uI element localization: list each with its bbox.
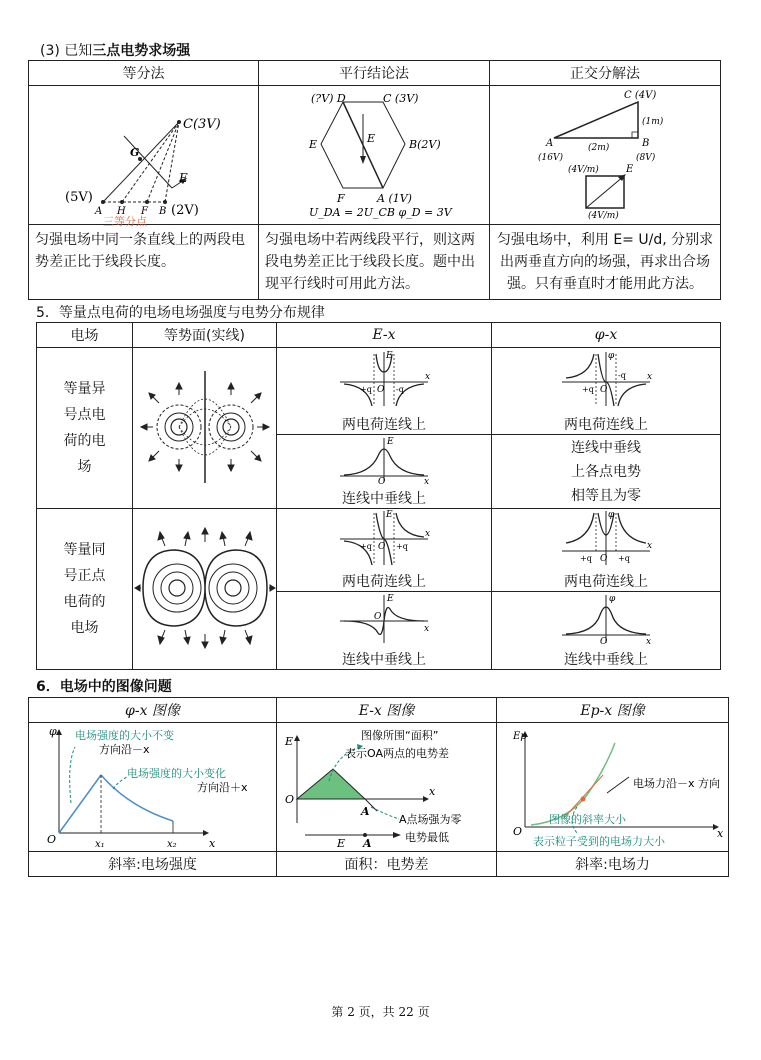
svg-text:O: O [285,793,295,806]
field-lines-like [133,509,277,670]
svg-text:(16V): (16V) [538,153,563,163]
ex-like-line-graph [334,509,434,567]
caption-phix-like-perp: 连线中垂线上 [564,651,648,668]
svg-text:+q: +q [396,542,408,551]
figure-equal-division [29,86,259,228]
svg-text:-q: -q [396,385,404,394]
section3-table [28,60,721,300]
ex-opposite-line [277,348,492,435]
caption-slope-force: 斜率:电场力 [497,852,729,877]
label-opposite-charges: 等量异 号点电 荷的电 场 [37,348,133,509]
svg-text:E: E [285,735,294,748]
svg-text:O: O [600,636,608,647]
svg-text:电势最低: 电势最低 [405,831,449,844]
orthogonal-diagram [490,86,720,220]
svg-text:B(2V): B(2V) [409,138,441,151]
svg-text:x₂: x₂ [167,839,177,850]
svg-text:O: O [600,554,608,564]
epx-graph-cell [497,723,729,852]
svg-text:电场强度的大小不变: 电场强度的大小不变 [75,729,174,742]
svg-text:G: G [130,146,140,159]
svg-text:O: O [374,611,382,622]
svg-text:E: E [387,436,394,447]
svg-text:x: x [424,476,430,487]
svg-text:A: A [363,837,372,850]
svg-text:+q: +q [582,385,594,394]
svg-text:图像的斜率大小: 图像的斜率大小 [549,813,626,826]
svg-text:(2V): (2V) [171,203,199,218]
header-equipotential: 等势面(实线) [133,323,277,348]
svg-text:A: A [361,805,370,818]
phix-like-perp [492,592,721,670]
header-field: 电场 [37,323,133,348]
header-phix-graph: φ-x 图像 [29,698,277,723]
desc-equal-division: 匀强电场中同一条直线上的两段电势差正比于线段长度。 [29,225,259,300]
svg-text:方向沿－x: 方向沿－x [99,743,150,756]
caption-ex-opposite-line: 两电荷连线上 [342,417,426,433]
section5-table [36,322,721,670]
phix-opposite-line-graph [556,348,656,410]
svg-text:E: E [337,837,346,850]
svg-text:O: O [378,542,386,552]
section3-title: (3) 已知三点电势求场强 [40,43,191,59]
svg-text:x: x [209,837,216,850]
ex-like-line [277,509,492,592]
svg-text:x: x [717,827,724,840]
svg-text:(4V/m): (4V/m) [588,211,619,221]
svg-text:O: O [600,385,608,395]
svg-text:(5V): (5V) [65,190,93,205]
header-phix: φ-x [492,323,721,348]
svg-text:H: H [117,206,126,217]
phix-opposite-perp: 连线中垂线 上各点电势 相等且为零 [492,435,721,509]
ex-graph-cell [277,723,497,852]
figure-parallel [259,86,490,225]
svg-text:F: F [141,206,148,217]
section6-table [28,697,729,877]
svg-text:E: E [367,132,376,145]
svg-text:Ep: Ep [513,731,527,742]
svg-text:x: x [646,636,652,647]
svg-text:方向沿＋x: 方向沿＋x [197,781,248,794]
svg-text:O: O [47,833,57,846]
caption-ex-like-perp: 连线中垂线上 [342,651,426,668]
section6-title: 6．电场中的图像问题 [36,679,172,695]
svg-text:(4V/m): (4V/m) [568,165,599,175]
phix-opposite-line [492,348,721,435]
svg-text:-q: -q [618,371,626,380]
phix-like-line-graph [556,509,656,567]
ex-opposite-perp [277,435,492,509]
label-like-charges: 等量同 号正点 电荷的 电场 [37,509,133,670]
dipole-field-diagram [135,351,275,501]
header-epx-graph: Ep-x 图像 [497,698,729,723]
svg-text:x: x [647,541,653,551]
trisection-note: 三等分点 [103,215,147,228]
svg-text:x: x [647,372,653,382]
ex-graph [277,723,495,850]
svg-text:+q: +q [360,385,372,394]
svg-text:F: F [337,192,345,205]
svg-text:E: E [179,171,188,185]
svg-text:表示OA两点的电势差: 表示OA两点的电势差 [345,747,449,760]
svg-text:电场强度的大小变化: 电场强度的大小变化 [127,767,226,780]
section5-title: 5．等量点电荷的电场电场强度与电势分布规律 [36,305,325,321]
svg-text:O: O [377,385,385,395]
caption-slope-field: 斜率:电场强度 [29,852,277,877]
svg-text:(8V): (8V) [636,153,656,163]
field-lines-opposite [133,348,277,509]
svg-text:B: B [159,206,167,217]
svg-text:E: E [626,164,634,175]
svg-text:电场力沿－x 方向: 电场力沿－x 方向 [633,777,721,790]
svg-text:C (4V): C (4V) [624,90,657,101]
svg-text:C(3V): C(3V) [183,117,221,132]
caption-ex-like-line: 两电荷连线上 [342,574,426,590]
ex-like-perp [277,592,492,670]
svg-text:O: O [513,825,523,838]
desc-orthogonal: 匀强电场中，利用 E= U/d, 分别求出两垂直方向的场强，再求出合场强。只有垂直时才能用此方法。 [490,225,721,300]
svg-text:φ: φ [609,593,616,604]
svg-text:O: O [378,476,386,487]
ex-opposite-line-graph [334,348,434,410]
phix-like-line [492,509,721,592]
caption-phix-opposite-line: 两电荷连线上 [564,417,648,433]
header-orthogonal: 正交分解法 [490,61,721,86]
figure-orthogonal [490,86,721,225]
svg-text:E: E [386,351,393,361]
svg-text:x: x [425,372,431,382]
svg-text:图像所围“面积”: 图像所围“面积” [361,729,439,742]
svg-text:A: A [546,138,554,149]
caption-area-potential: 面积：电势差 [277,852,497,877]
header-parallel: 平行结论法 [259,61,490,86]
svg-text:E: E [309,138,318,151]
phix-like-perp-graph [556,593,656,645]
hexagon-diagram [259,86,489,220]
svg-text:(2m): (2m) [588,143,610,153]
svg-text:x₁: x₁ [95,839,105,850]
svg-text:(?V) D: (?V) D [311,92,346,105]
svg-text:x: x [424,623,430,634]
ex-like-perp-graph [334,593,434,645]
svg-text:(1m): (1m) [642,117,664,127]
svg-text:φ: φ [49,725,57,738]
svg-text:x: x [429,785,436,798]
svg-text:U_DA = 2U_CB φ_D = 3V: U_DA = 2U_CB φ_D = 3V [309,206,452,219]
caption-ex-opposite-perp: 连线中垂线上 [342,490,426,507]
svg-text:+q: +q [618,554,630,563]
header-ex: E-x [277,323,492,348]
ex-opposite-perp-graph [334,436,434,487]
svg-text:B: B [642,138,650,149]
equal-division-diagram [29,86,258,228]
svg-text:A点场强为零: A点场强为零 [399,813,462,826]
svg-text:+q: +q [580,554,592,563]
header-equal-division: 等分法 [29,61,259,86]
svg-text:A: A [95,206,103,217]
svg-text:表示粒子受到的电场力大小: 表示粒子受到的电场力大小 [533,835,665,848]
page-footer: 第 2 页，共 22 页 [331,1005,430,1019]
svg-text:φ: φ [608,510,615,520]
svg-text:A (1V): A (1V) [377,192,412,205]
svg-text:+q: +q [360,542,372,551]
desc-parallel: 匀强电场中若两线段平行，则这两段电势差正比于线段长度。题中出现平行线时可用此方法。 [259,225,490,300]
svg-text:x: x [425,529,431,539]
like-charges-field-diagram [135,512,275,662]
epx-graph [497,723,727,847]
svg-text:E: E [386,510,393,520]
phix-graph [29,723,275,850]
caption-phix-like-line: 两电荷连线上 [564,574,648,590]
header-ex-graph: E-x 图像 [277,698,497,723]
phix-graph-cell [29,723,277,852]
svg-text:φ: φ [608,351,615,361]
svg-text:C (3V): C (3V) [383,92,419,105]
svg-text:E: E [387,593,394,604]
